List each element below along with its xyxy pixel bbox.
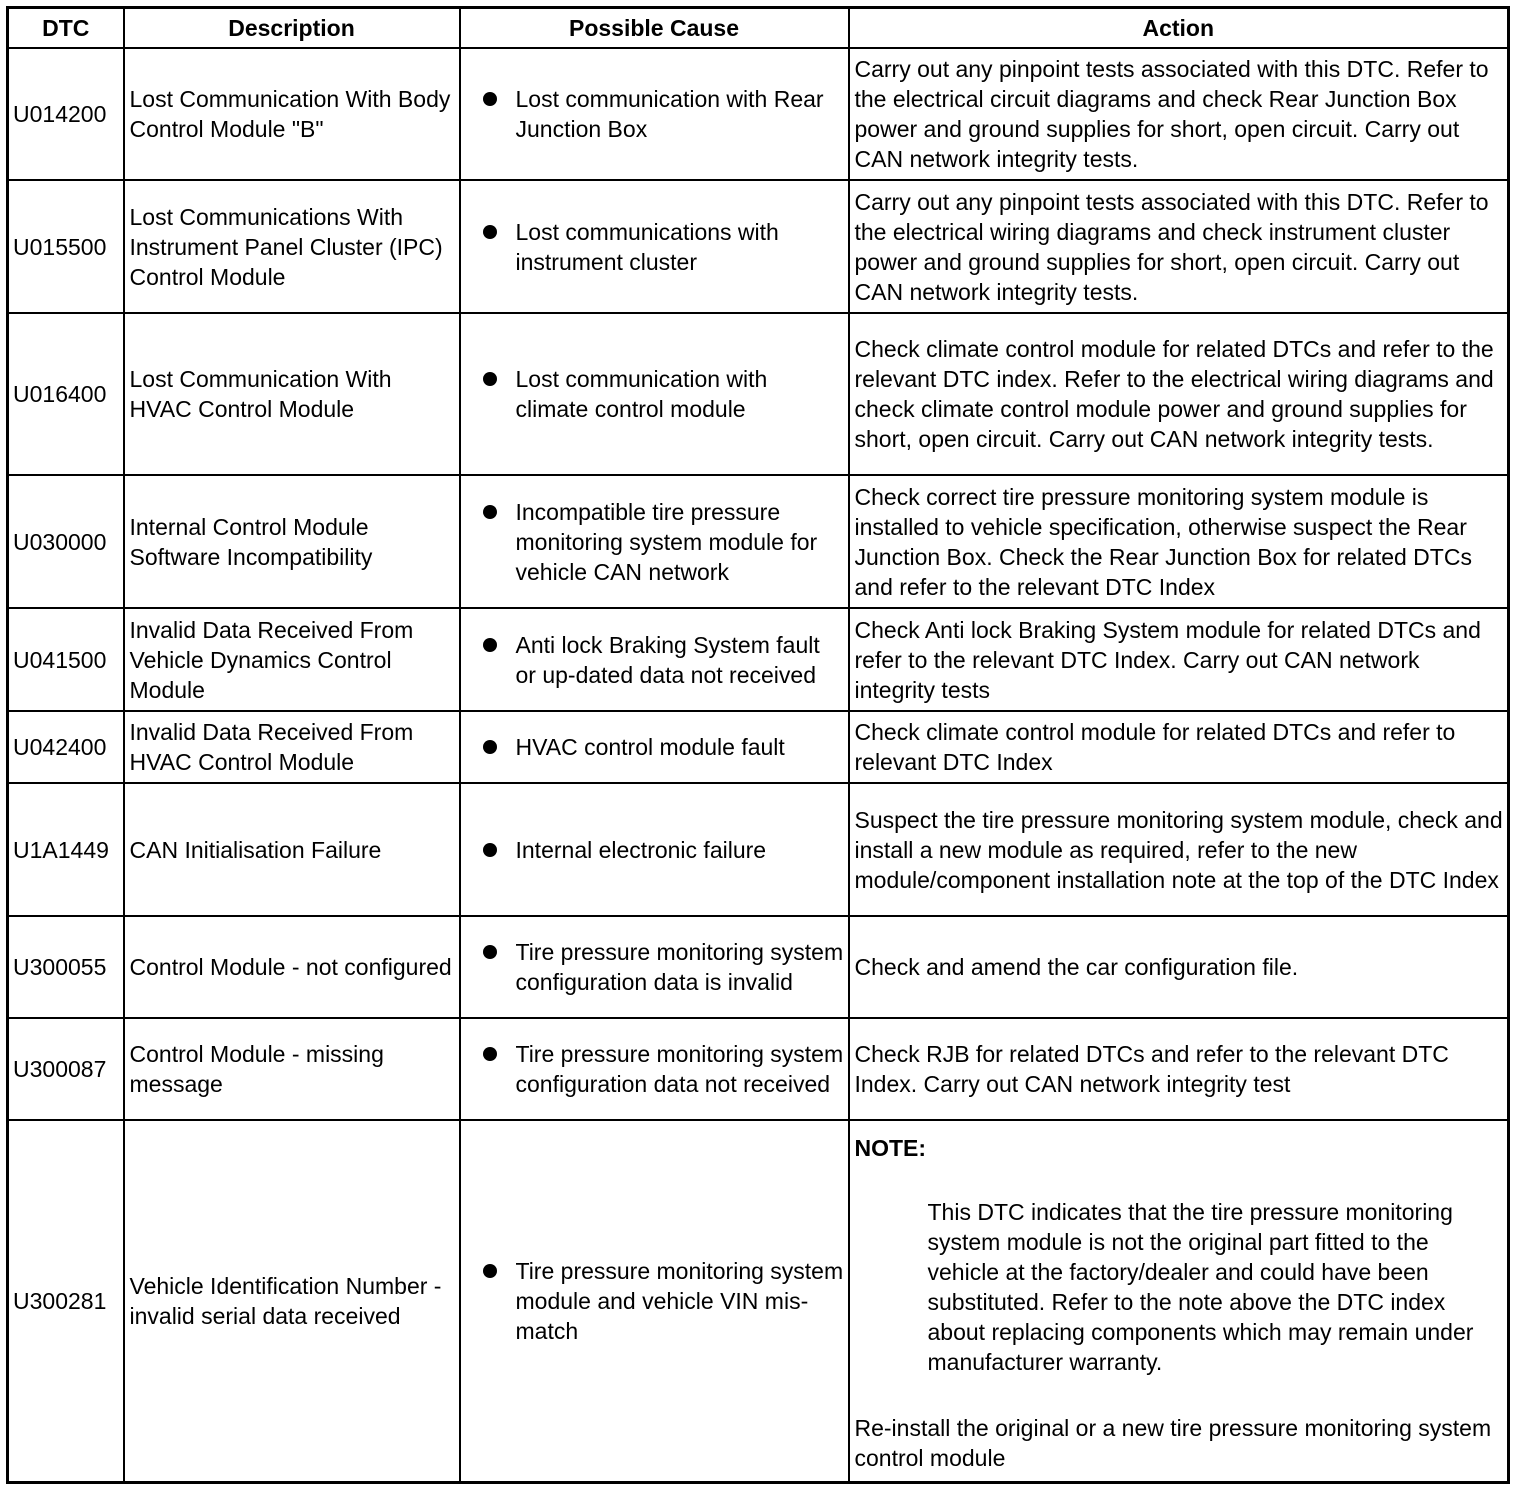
table-row xyxy=(8,48,1509,180)
header-description: Description xyxy=(124,8,460,49)
dtc-code: U300281 xyxy=(8,1120,124,1482)
header-dtc: DTC xyxy=(8,8,124,49)
header-row xyxy=(8,8,1509,49)
action-cell: Check correct tire pressure monitoring system module is installed to vehicle specification, otherwise suspect the Rear Junction Box. Check the Rear Junction Box for related DTCs and refer to the relevant DTC Index xyxy=(849,475,1509,608)
action-cell: Check and amend the car configuration file. xyxy=(849,916,1509,1018)
note-text: This DTC indicates that the tire pressure monitoring system module is not the original part fitted to the vehicle at the factory/dealer and could have been substituted. Refer to the note above the DTC index about replacing components which may remain under manufacturer warranty. xyxy=(927,1198,1474,1375)
action-cell: Carry out any pinpoint tests associated with this DTC. Refer to the electrical circuit diagrams and check Rear Junction Box power and ground supplies for short, open circuit. Carry out CAN network integrity tests. xyxy=(849,48,1509,180)
description-cell: Invalid Data Received From Vehicle Dynamics Control Module xyxy=(124,608,460,711)
description-cell: Control Module - not configured xyxy=(124,916,460,1018)
possible-cause-cell xyxy=(460,1018,849,1120)
bullet-icon xyxy=(483,1047,497,1061)
possible-cause-text: HVAC control module fault xyxy=(515,734,785,760)
possible-cause-cell xyxy=(460,48,849,180)
dtc-code: U300055 xyxy=(8,916,124,1018)
description-cell: Lost Communications With Instrument Panel Cluster (IPC) Control Module xyxy=(124,180,460,313)
dtc-code: U016400 xyxy=(8,313,124,475)
dtc-table xyxy=(6,6,1510,1484)
dtc-code: U1A1449 xyxy=(8,783,124,916)
bullet-icon xyxy=(483,92,497,106)
description-cell: Lost Communication With HVAC Control Module xyxy=(124,313,460,475)
bullet-icon xyxy=(483,843,497,857)
dtc-code: U042400 xyxy=(8,711,124,783)
possible-cause-text: Lost communications with instrument cluster xyxy=(515,218,779,275)
table-row xyxy=(8,916,1509,1018)
bullet-icon xyxy=(483,638,497,652)
possible-cause-cell xyxy=(460,313,849,475)
possible-cause-cell xyxy=(460,1120,849,1482)
table-row xyxy=(8,1120,1509,1482)
table-row xyxy=(8,475,1509,608)
bullet-icon xyxy=(483,372,497,386)
description-cell: CAN Initialisation Failure xyxy=(124,783,460,916)
bullet-icon xyxy=(483,225,497,239)
action-cell: Check RJB for related DTCs and refer to the relevant DTC Index. Carry out CAN network integrity test xyxy=(849,1018,1509,1120)
possible-cause-cell xyxy=(460,475,849,608)
table-row xyxy=(8,711,1509,783)
possible-cause-text: Lost communication with climate control module xyxy=(515,366,768,422)
description-cell: Control Module - missing message xyxy=(124,1018,460,1120)
possible-cause-text: Anti lock Braking System fault or up-dated data not received xyxy=(515,631,820,688)
header-possible-cause: Possible Cause xyxy=(460,8,849,49)
possible-cause-text: Incompatible tire pressure monitoring system module for vehicle CAN network xyxy=(515,498,818,585)
possible-cause-cell xyxy=(460,608,849,711)
description-cell: Vehicle Identification Number - invalid serial data received xyxy=(124,1120,460,1482)
dtc-code: U015500 xyxy=(8,180,124,313)
table-row xyxy=(8,608,1509,711)
description-cell: Internal Control Module Software Incompatibility xyxy=(124,475,460,608)
possible-cause-text: Tire pressure monitoring system module and vehicle VIN mis-match xyxy=(515,1257,844,1344)
possible-cause-text: Tire pressure monitoring system configuration data not received xyxy=(515,1041,844,1097)
description-cell: Lost Communication With Body Control Module "B" xyxy=(124,48,460,180)
note-label: NOTE: xyxy=(854,1134,927,1161)
action-cell: Check climate control module for related DTCs and refer to relevant DTC Index xyxy=(849,711,1509,783)
dtc-code: U014200 xyxy=(8,48,124,180)
bullet-icon xyxy=(483,740,497,754)
description-cell: Invalid Data Received From HVAC Control Module xyxy=(124,711,460,783)
table-row xyxy=(8,783,1509,916)
action-cell: Check climate control module for related DTCs and refer to the relevant DTC index. Refer to the electrical wiring diagrams and check climate control module power and ground supplies for short, open circuit. Carry out CAN network integrity tests. xyxy=(849,313,1509,475)
possible-cause-cell xyxy=(460,180,849,313)
table-row xyxy=(8,313,1509,475)
possible-cause-text: Tire pressure monitoring system configuration data is invalid xyxy=(515,939,844,995)
dtc-code: U030000 xyxy=(8,475,124,608)
possible-cause-cell xyxy=(460,711,849,783)
dtc-code: U300087 xyxy=(8,1018,124,1120)
table-row xyxy=(8,180,1509,313)
action-cell: Carry out any pinpoint tests associated with this DTC. Refer to the electrical wiring diagrams and check instrument cluster power and ground supplies for short, open circuit. Carry out CAN network integrity tests. xyxy=(849,180,1509,313)
action-cell xyxy=(849,1120,1509,1482)
possible-cause-text: Lost communication with Rear Junction Box xyxy=(515,86,824,142)
possible-cause-text: Internal electronic failure xyxy=(515,836,767,863)
possible-cause-cell xyxy=(460,916,849,1018)
bullet-icon xyxy=(483,1264,497,1278)
action-cell: Suspect the tire pressure monitoring system module, check and install a new module as required, refer to the new module/component installation note at the top of the DTC Index xyxy=(849,783,1509,916)
action-text: Re-install the original or a new tire pressure monitoring system control module xyxy=(854,1414,1492,1471)
possible-cause-cell xyxy=(460,783,849,916)
bullet-icon xyxy=(483,505,497,519)
dtc-code: U041500 xyxy=(8,608,124,711)
bullet-icon xyxy=(483,945,497,959)
table-row xyxy=(8,1018,1509,1120)
header-action: Action xyxy=(849,8,1509,49)
action-cell: Check Anti lock Braking System module for related DTCs and refer to the relevant DTC Index. Carry out CAN network integrity tests xyxy=(849,608,1509,711)
